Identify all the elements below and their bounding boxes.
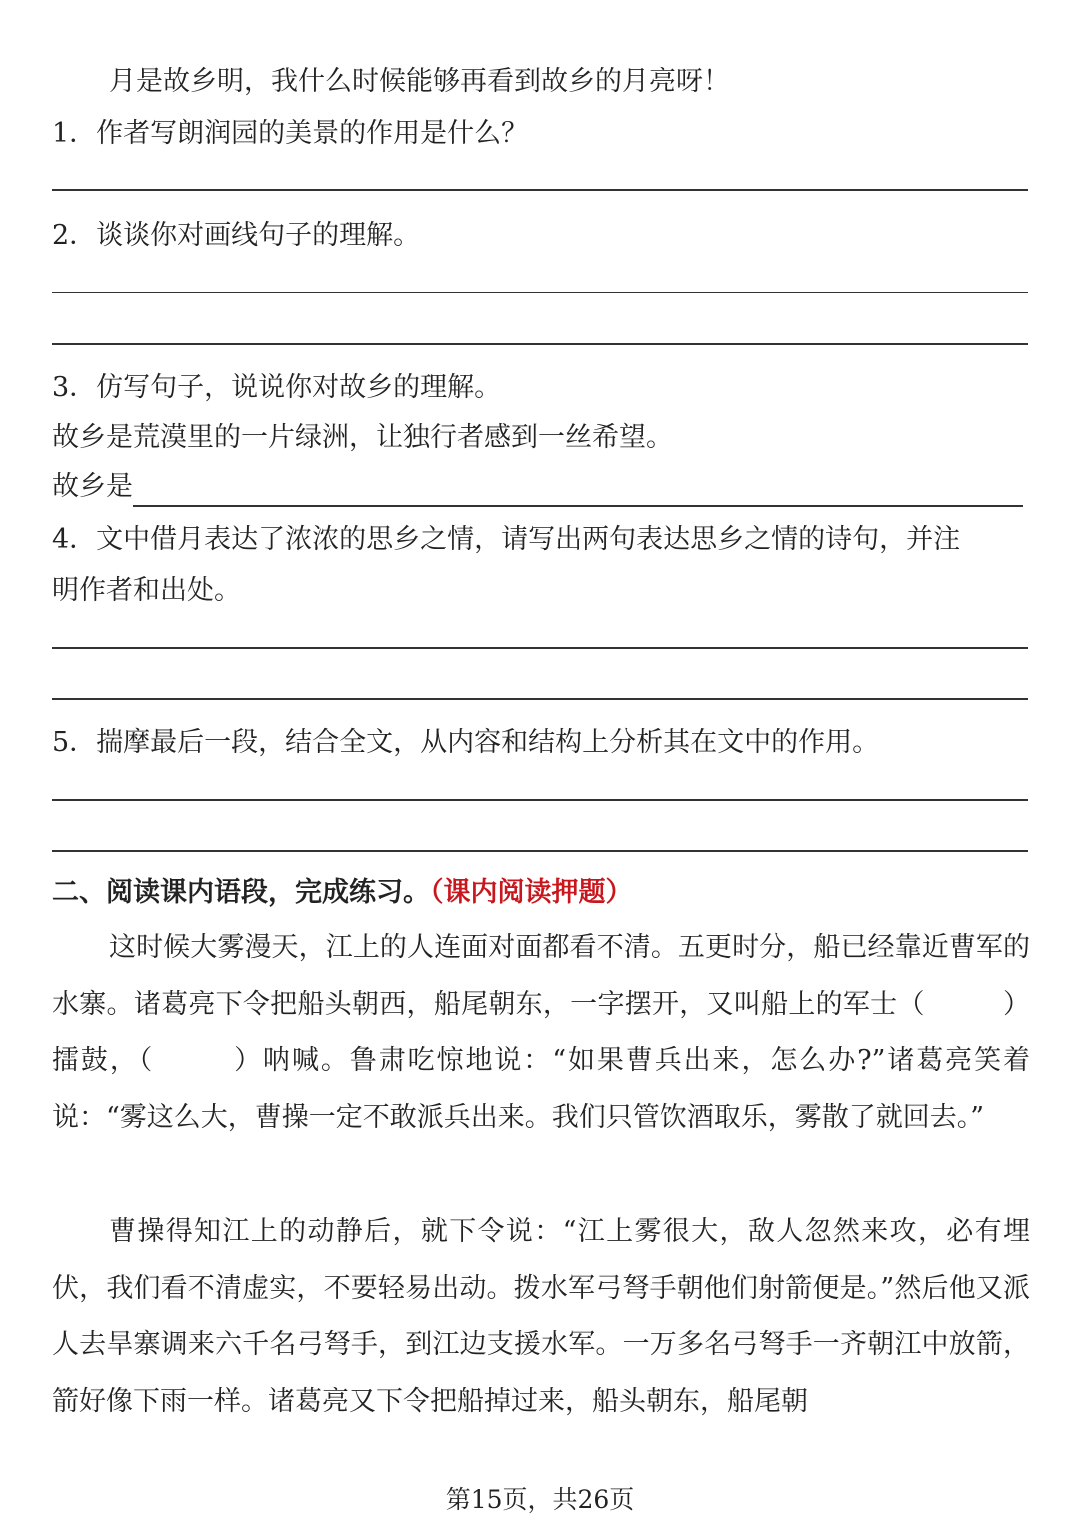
question-4-line-2: 明作者和出处。: [52, 575, 241, 606]
answer-line-4b[interactable]: [52, 698, 1028, 700]
passage-p1-text-a: 这时候大雾漫天，江上的人连面对面都看不清。五更时分，船已经靠近曹军的水寨。诸葛亮下令把船头朝西，船尾朝东，一字摆开，又叫船上的军士: [52, 932, 1030, 1020]
blank-1-open: （: [897, 988, 925, 1020]
answer-line-2a[interactable]: [52, 292, 1028, 293]
question-3-prompt: 故乡是: [52, 471, 133, 502]
question-3: 3．仿写句子，说说你对故乡的理解。: [52, 372, 502, 403]
question-5: 5．揣摩最后一段，结合全文，从内容和结构上分析其在文中的作用。: [52, 727, 880, 758]
passage-paragraph-1: [52, 920, 1030, 1146]
answer-line-5b[interactable]: [52, 850, 1028, 852]
answer-line-4a[interactable]: [52, 647, 1028, 649]
question-4-line-1: 4．文中借月表达了浓浓的思乡之情，请写出两句表达思乡之情的诗句，并注: [52, 524, 961, 555]
answer-line-5a[interactable]: [52, 799, 1028, 801]
section-2-tag: （课内阅读押题）: [430, 877, 633, 908]
question-3-fill-line[interactable]: [133, 469, 1023, 507]
question-1: 1．作者写朗润园的美景的作用是什么？: [52, 118, 529, 149]
blank-2-close: ）呐喊。: [232, 1045, 350, 1076]
question-3-prompt-row: [52, 467, 1028, 507]
page-footer: 第15页，共26页: [445, 1485, 635, 1514]
blank-1-close: ）擂鼓，: [52, 988, 1031, 1076]
section-2-heading: [52, 873, 1028, 913]
passage-p1-text-b: 鲁肃吃惊地说：“如果曹兵出来，怎么办?”诸葛亮笑着说：“雾这么大，曹操一定不敢派兵出来。我们只管饮酒取乐，雾散了就回去。”: [52, 1045, 1031, 1133]
answer-line-1[interactable]: [52, 189, 1028, 191]
answer-line-2b[interactable]: [52, 343, 1028, 345]
question-2: 2．谈谈你对画线句子的理解。: [52, 220, 421, 251]
section-2-title: 二、阅读课内语段，完成练习。: [52, 877, 430, 908]
blank-2-open: （: [138, 1045, 155, 1076]
question-3-example: 故乡是荒漠里的一片绿洲，让独行者感到一丝希望。: [52, 422, 673, 453]
intro-line: 月是故乡明，我什么时候能够再看到故乡的月亮呀！: [109, 66, 730, 97]
passage-paragraph-2: 曹操得知江上的动静后，就下令说：“江上雾很大，敌人忽然来攻，必有埋伏，我们看不清虚实，不要轻易出动。拨水军弓弩手朝他们射箭便是。”然后他又派人去旱寨调来六千名弓弩手，到江边支援水军。一万多名弓弩手一齐朝江中放箭，箭好像下雨一样。诸葛亮又下令把船掉过来，船头朝东，船尾朝: [52, 1216, 1030, 1417]
